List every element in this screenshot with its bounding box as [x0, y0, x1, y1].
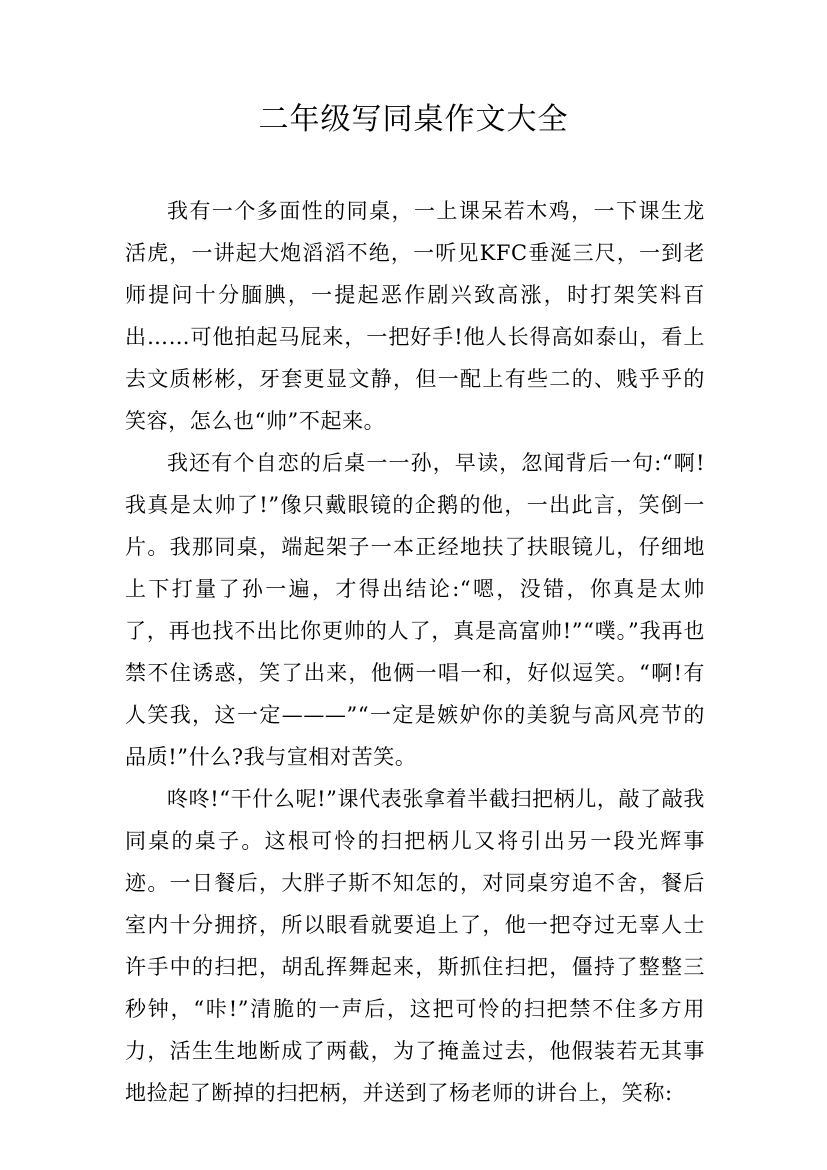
- paragraph-3: 咚咚!“干什么呢!”课代表张拿着半截扫把柄儿，敲了敲我同桌的桌子。这根可怜的扫把柄儿又将引出另一段光辉事迹。一日餐后，大胖子斯不知怎的，对同桌穷追不舍，餐后室内十分拥挤，所以眼看就要追上了，他一把夺过无辜人士许手中的扫把，胡乱挥舞起来，斯抓住扫把，僵持了整整三秒钟，“咔!”清脆的一声后，这把可怜的扫把禁不住多方用力，活生生地断成了两截，为了掩盖过去，他假装若无其事地捡起了断掉的扫把柄，并送到了杨老师的讲台上，笑称:: [125, 787, 705, 1105]
- paragraph-2: 我还有个自恋的后桌一一孙，早读，忽闻背后一句:“啊!我真是太帅了!”像只戴眼镜的企鹅的他，一出此言，笑倒一片。我那同桌，端起架子一本正经地扶了扶眼镜儿，仔细地上下打量了孙一遍，才得出结论:“嗯，没错，你真是太帅了，再也找不出比你更帅的人了，真是高富帅!”“噗。”我再也禁不住诱惑，笑了出来，他俩一唱一和，好似逗笑。“啊!有人笑我，这一定———”“一定是嫉妒你的美貌与高风亮节的品质!”什么?我与宣相对苦笑。: [125, 451, 705, 769]
- document-body: [125, 190, 705, 1114]
- paragraph-1: 我有一个多面性的同桌，一上课呆若木鸡，一下课生龙活虎，一讲起大炮滔滔不绝，一听见KFC垂涎三尺，一到老师提问十分腼腆，一提起恶作剧兴致高涨，时打架笑料百出……可他拍起马屁来，一把好手!他人长得高如泰山，看上去文质彬彬，牙套更显文静，但一配上有些二的、贱乎乎的笑容，怎么也“帅”不起来。: [125, 199, 705, 433]
- document-title: 二年级写同桌作文大全: [258, 102, 569, 137]
